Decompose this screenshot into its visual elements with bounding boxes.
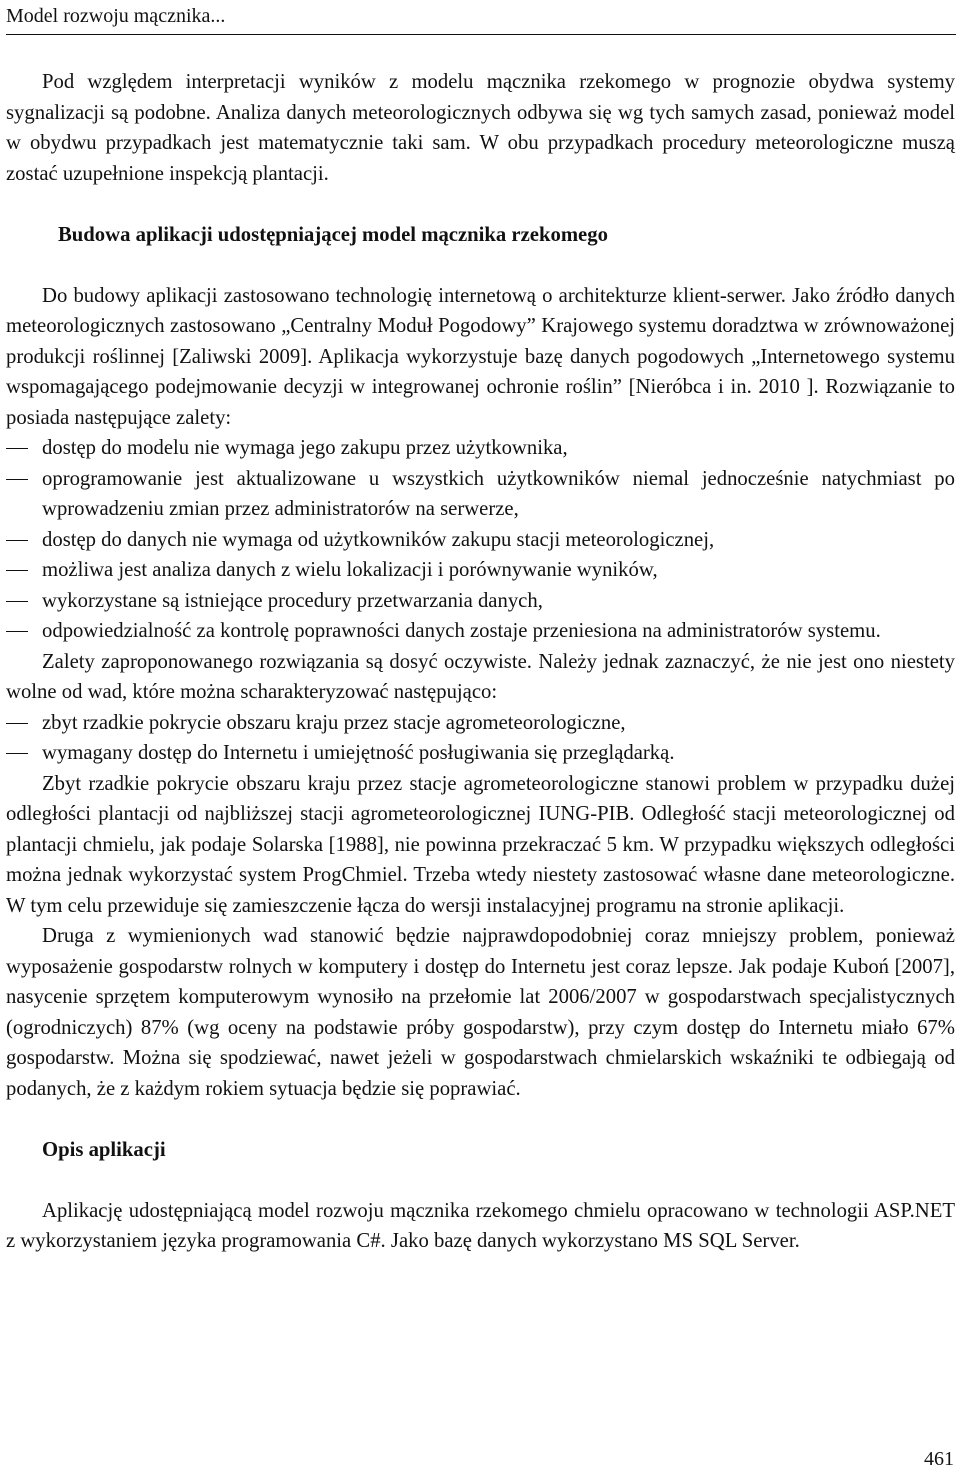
spacer	[6, 1165, 955, 1196]
page-number: 461	[924, 1448, 954, 1470]
section-heading-app-structure: Budowa aplikacji udostępniającej model mącznika rzekomego	[58, 223, 608, 246]
list-item: dostęp do modelu nie wymaga jego zakupu przez użytkownika,	[6, 433, 955, 464]
section-heading-app-description: Opis aplikacji	[42, 1138, 166, 1161]
list-item: zbyt rzadkie pokrycie obszaru kraju przez stacje agrometeorologiczne,	[6, 708, 955, 739]
running-header: Model rozwoju mącznika...	[6, 5, 226, 27]
drawbacks-list	[6, 708, 955, 769]
spacer	[6, 250, 955, 281]
page-body	[6, 67, 955, 1257]
header-rule	[6, 34, 956, 35]
paragraph-interpretation: Pod względem interpretacji wyników z modelu mącznika rzekomego w prognozie obydwa systemy sygnalizacji są podobne. Analiza danych meteorologicznych odbywa się wg tych samych zasad, ponieważ model w obydwu przypadkach jest matematycznie taki sam. W obu przypadkach procedury meteorologiczne muszą zostać uzupełnione inspekcją plantacji.	[6, 71, 955, 185]
paragraph-drawbacks-intro: Zalety zaproponowanego rozwiązania są dosyć oczywiste. Należy jednak zaznaczyć, że nie jest ono niestety wolne od wad, które można scharakteryzować następująco:	[6, 650, 955, 703]
paragraph-app-description: Aplikację udostępniającą model rozwoju mącznika rzekomego chmielu opracowano w technologii ASP.NET z wykorzystaniem języka programowania C#. Jako bazę danych wykorzystano MS SQL Server.	[6, 1199, 955, 1252]
list-item: oprogramowanie jest aktualizowane u wszystkich użytkowników niemal jednocześnie natychmiast po wprowadzeniu zmian przez administratorów na serwerze,	[6, 464, 955, 525]
list-item: wykorzystane są istniejące procedury przetwarzania danych,	[6, 586, 955, 617]
list-item: możliwa jest analiza danych z wielu lokalizacji i porównywanie wyników,	[6, 555, 955, 586]
list-item: dostęp do danych nie wymaga od użytkowników zakupu stacji meteorologicznej,	[6, 525, 955, 556]
list-item: odpowiedzialność za kontrolę poprawności danych zostaje przeniesiona na administratorów systemu.	[6, 616, 955, 647]
spacer	[6, 189, 955, 220]
spacer	[6, 1104, 955, 1135]
list-item: wymagany dostęp do Internetu i umiejętność posługiwania się przeglądarką.	[6, 738, 955, 769]
paragraph-internet-access: Druga z wymienionych wad stanowić będzie najprawdopodobniej coraz mniejszy problem, ponieważ wyposażenie gospodarstw rolnych w komputery i dostęp do Internetu jest coraz lepsze. Jak podaje Kuboń [2007], nasycenie sprzętem komputerowym wynosiło na przełomie lat 2006/2007 w gospodarstwach specjalistycznych (ogrodniczych) 87% (wg oceny na podstawie próby gospodarstw), przy czym dostęp do Internetu miało 67% gospodarstw. Można się spodziewać, nawet jeżeli w gospodarstwach chmielarskich wskaźniki te odbiegają od podanych, że z każdym rokiem sytuacja będzie się poprawiać.	[6, 925, 955, 1100]
paragraph-technology: Do budowy aplikacji zastosowano technologię internetową o architekturze klient-serwer. Jako źródło danych meteorologicznych zastosowano „Centralny Moduł Pogodowy” Krajowego systemu doradztwa w zrównoważonej produkcji roślinnej [Zaliwski 2009]. Aplikacja wykorzystuje bazę danych pogodowych „Internetowego systemu wspomagającego podejmowanie decyzji w integrowanej ochronie roślin” [Nieróbca i in. 2010 ]. Rozwiązanie to posiada następujące zalety:	[6, 284, 955, 429]
paragraph-station-coverage: Zbyt rzadkie pokrycie obszaru kraju przez stacje agrometeorologiczne stanowi problem w przypadku dużej odległości plantacji od najbliższej stacji agrometeorologicznej IUNG-PIB. Odległość stacji meteorologicznej od plantacji chmielu, jak podaje Solarska [1988], nie powinna przekraczać 5 km. W przypadku większych odległości można jednak wykorzystać system ProgChmiel. Trzeba wtedy niestety zastosować własne dane meteorologiczne. W tym celu przewiduje się zamieszczenie łącza do wersji instalacyjnej programu na stronie aplikacji.	[6, 772, 955, 917]
advantages-list	[6, 433, 955, 647]
